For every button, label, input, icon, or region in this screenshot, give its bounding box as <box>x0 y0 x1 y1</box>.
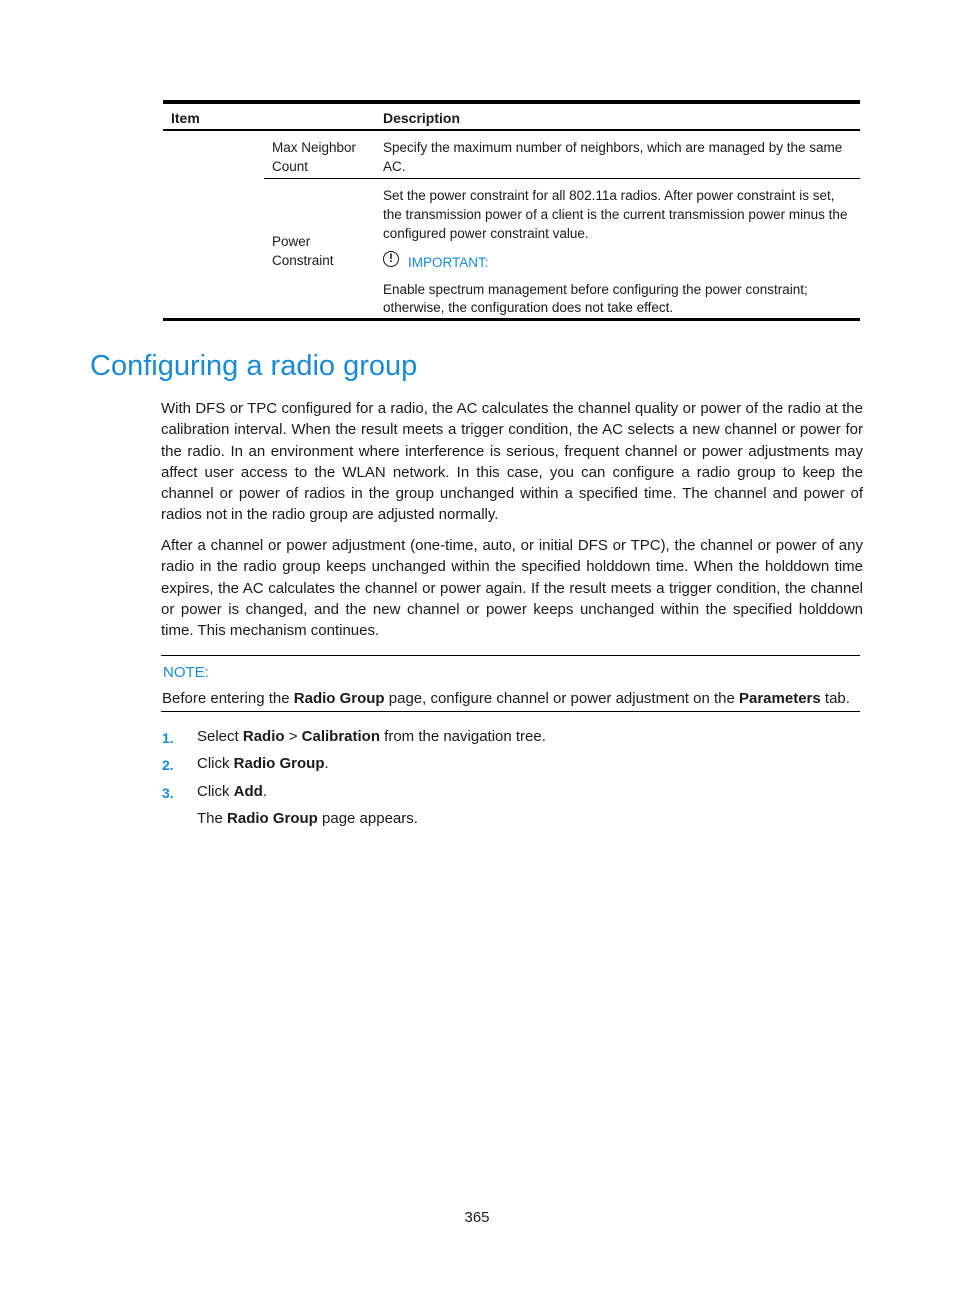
table-top-rule <box>163 100 860 104</box>
section-heading: Configuring a radio group <box>90 350 418 382</box>
step-text: Click Radio Group. <box>197 755 329 772</box>
table-header-rule <box>163 129 860 131</box>
sub-item-line: Count <box>272 159 309 174</box>
table-row-description <box>383 138 842 176</box>
important-line: otherwise, the configuration does not take effect. <box>383 300 674 315</box>
table-header-description: Description <box>383 110 461 126</box>
page-number: 365 <box>464 1209 490 1226</box>
table-row-description <box>383 186 847 243</box>
important-text <box>383 281 808 317</box>
paragraph: With DFS or TPC configured for a radio, the AC calculates the channel quality or power of the radio at the calibration interval. When the result meets a trigger condition, the AC selects a new channel or power for the radio. In an environment where interference is serious, frequent channel or power adjustments may affect user access to the WLAN network. In this case, you can configure a radio group to keep the channel or power of radios in the group unchanged within a specified time. The channel and power of radios not in the radio group are adjusted normally. <box>161 400 863 524</box>
note-label: NOTE: <box>163 664 209 681</box>
description-line: configured power constraint value. <box>383 226 589 241</box>
table-row-sub-item <box>272 138 356 176</box>
sub-item-line: Max Neighbor <box>272 140 357 155</box>
note-text: Before entering the Radio Group page, configure channel or power adjustment on the Parameters tab. <box>162 690 850 707</box>
important-label: IMPORTANT: <box>408 255 489 270</box>
paragraph: After a channel or power adjustment (one-time, auto, or initial DFS or TPC), the channel or power of any radio in the radio group keeps unchanged within the specified holddown time. When the holddown time expires, the AC calculates the channel or power again. If the result meets a trigger condition, the channel or power is changed, and the new channel or power keeps unchanged within the specified holddown time. This mechanism continues. <box>161 537 863 640</box>
step-text: Click Add. <box>197 783 268 800</box>
table-row-sub-item <box>272 232 334 270</box>
important-line: Enable spectrum management before configuring the power constraint; <box>383 282 808 297</box>
exclamation-circle-icon: ! <box>383 251 399 267</box>
sub-item-line: Power <box>272 234 311 249</box>
description-line: Set the power constraint for all 802.11a radios. After power constraint is set, <box>383 188 835 203</box>
description-line: AC. <box>383 159 406 174</box>
step-number: 3. <box>162 785 174 801</box>
description-line: Specify the maximum number of neighbors, which are managed by the same <box>383 140 843 155</box>
step-result: The Radio Group page appears. <box>197 810 418 827</box>
note-top-rule <box>161 655 860 656</box>
step-number: 2. <box>162 757 174 773</box>
note-bottom-rule <box>161 711 860 712</box>
description-line: the transmission power of a client is the current transmission power minus the <box>383 207 848 222</box>
table-row-divider <box>264 178 860 179</box>
table-header-item: Item <box>171 110 200 126</box>
step-number: 1. <box>162 730 174 746</box>
sub-item-line: Constraint <box>272 253 334 268</box>
step-text: Select Radio > Calibration from the navigation tree. <box>197 728 546 745</box>
table-bottom-rule <box>163 318 860 321</box>
